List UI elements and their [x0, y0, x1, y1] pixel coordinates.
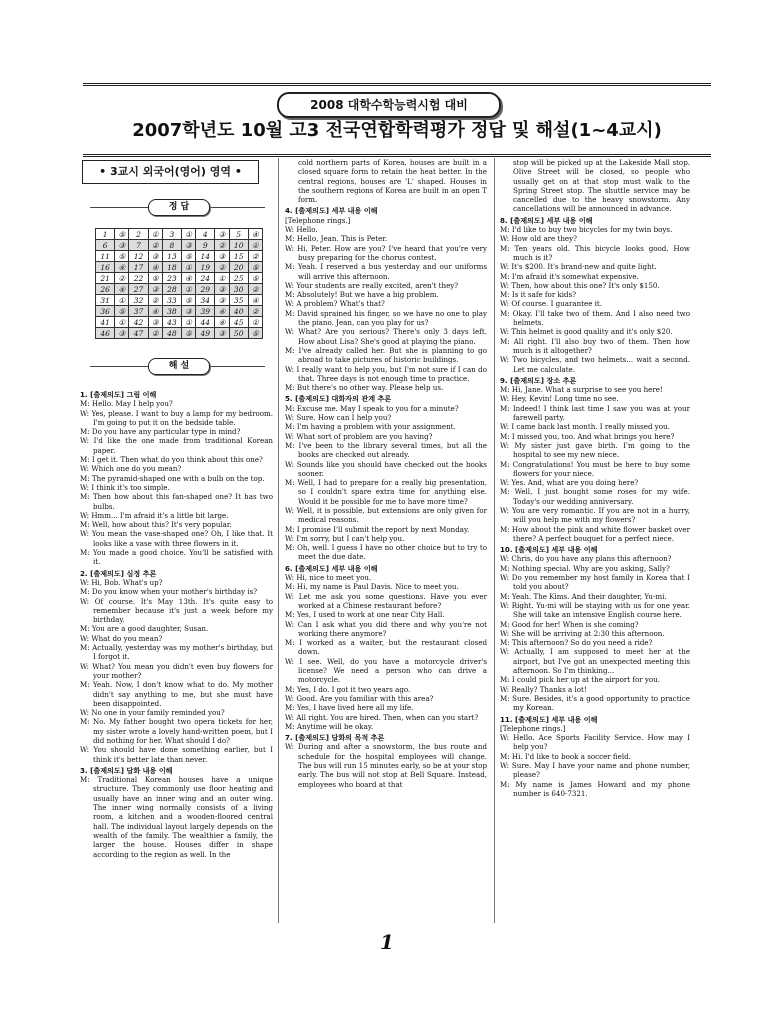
dialogue-line: W: Sure. How can I help you?	[285, 413, 392, 423]
dialogue-line: M: Hello, Jean. This is Peter.	[285, 234, 388, 244]
answer-row	[96, 295, 263, 306]
answer-choice: ⑤	[115, 251, 129, 262]
question-number: 24	[196, 273, 215, 284]
dialogue-line: M: Ten years old. This bicycle looks good. How much is it?	[500, 243, 690, 262]
answer-choice: ②	[248, 251, 262, 262]
dialogue-line: W: Do you remember my host family in Korea that I told you about?	[500, 573, 690, 592]
question-heading: 8. [출제의도] 세부 내용 이해	[500, 215, 593, 225]
dialogue-line: W: I really want to help you, but I'm not sure if I can do that. Three days is not enough time to practice.	[285, 364, 487, 383]
dialogue-line: cold northern parts of Korea, houses are built in a closed square form to retain the heat better. In the central regions, houses are 'L' shaped. Houses in the southern regions of Korea are built in an open T form.	[298, 158, 487, 205]
commentary-tag: 해 설	[148, 358, 210, 375]
dialogue-line: M: Do you have any particular type in mind?	[80, 427, 241, 437]
question-number: 3	[162, 229, 181, 240]
question-number: 34	[196, 295, 215, 306]
question-heading: 11. [출제의도] 세부 내용 이해	[500, 714, 598, 724]
dialogue-line: M: But there's no other way. Please help us.	[285, 383, 444, 393]
dialogue-line: W: Hello.	[285, 225, 318, 235]
question-number: 38	[162, 306, 181, 317]
question-number: 40	[229, 306, 248, 317]
answer-choice: ⑤	[248, 262, 262, 273]
question-number: 32	[129, 295, 148, 306]
question-number: 41	[96, 317, 115, 328]
dialogue-line: M: Hi. I'd like to book a soccer field.	[500, 751, 631, 761]
commentary-column-1	[80, 388, 273, 859]
question-number: 31	[96, 295, 115, 306]
dialogue-line: W: Of course. It's May 13th. It's quite easy to remember because it's just a week before my birthday.	[80, 596, 273, 625]
dialogue-line: M: Hi, my name is Paul Davis. Nice to meet you.	[285, 582, 459, 592]
dialogue-line: W: Chris, do you have any plans this afternoon?	[500, 554, 672, 564]
dialogue-line: M: I promise I'll submit the report by next Monday.	[285, 524, 470, 534]
question-number: 29	[196, 284, 215, 295]
question-number: 10	[229, 240, 248, 251]
answer-table	[95, 228, 263, 339]
answer-choice: ③	[215, 328, 229, 339]
answer-choice: ①	[182, 317, 196, 328]
answer-choice: ②	[215, 262, 229, 273]
question-number: 26	[96, 284, 115, 295]
question-number: 12	[129, 251, 148, 262]
answer-choice: ②	[248, 306, 262, 317]
dialogue-line: M: Excuse me. May I speak to you for a minute?	[285, 403, 459, 413]
question-number: 25	[229, 273, 248, 284]
question-heading: 5. [출제의도] 대화자의 관계 추론	[285, 394, 392, 404]
dialogue-line: M: Traditional Korean houses have a unique structure. They commonly use floor heating and usually have an inner wing and an outer wing. The inner wing normally consists of a living room, a kitchen and a wooden-floored central hall. The individual layout largely depends on the wealth of the family. The wealthier a family, the larger the house. Houses differ in shape according to the region as well. In the	[80, 775, 273, 859]
answer-choice: ①	[115, 317, 129, 328]
answer-choice: ③	[215, 229, 229, 240]
answer-choice: ③	[182, 306, 196, 317]
answer-choice: ④	[148, 262, 162, 273]
dialogue-line: M: Yes, I used to work at one near City Hall.	[285, 610, 445, 620]
answer-choice: ④	[248, 229, 262, 240]
answer-choice: ②	[215, 240, 229, 251]
dialogue-line: W: Sounds like you should have checked out the books sooner.	[285, 459, 487, 478]
answer-choice: ③	[182, 240, 196, 251]
dialogue-line: M: Well, how about this? It's very popular.	[80, 520, 232, 530]
dialogue-line: W: All right. You are hired. Then, when can you start?	[285, 712, 479, 722]
question-number: 43	[162, 317, 181, 328]
question-number: 17	[129, 262, 148, 273]
dialogue-line: W: I came back last month. I really missed you.	[500, 422, 670, 432]
answer-choice: ①	[248, 317, 262, 328]
question-number: 21	[96, 273, 115, 284]
question-number: 30	[229, 284, 248, 295]
dialogue-line: M: You are a good daughter, Susan.	[80, 624, 209, 634]
question-number: 9	[196, 240, 215, 251]
dialogue-line: M: I've already called her. But she is planning to go abroad to take pictures of historic buildings.	[285, 345, 487, 365]
question-heading: 6. [출제의도] 세부 내용 이해	[285, 563, 378, 573]
question-number: 36	[96, 306, 115, 317]
dialogue-line: W: I think it's too simple.	[80, 482, 170, 492]
dialogue-line: M: Well, I just bought some roses for my wife. Today's our wedding anniversary.	[500, 487, 690, 506]
answer-choice: ①	[248, 240, 262, 251]
dialogue-line: M: Hello. May I help you?	[80, 399, 173, 409]
dialogue-line: W: A problem? What's that?	[285, 299, 385, 309]
dialogue-line: W: Let me ask you some questions. Have you ever worked at a Chinese restaurant before?	[285, 591, 487, 610]
answer-choice: ③	[215, 295, 229, 306]
dialogue-line: [Telephone rings.]	[500, 723, 566, 733]
dialogue-line: W: Hi, Bob. What's up?	[80, 577, 163, 587]
dialogue-line: W: I'm sorry, but I can't help you.	[285, 533, 405, 543]
answer-choice: ②	[115, 273, 129, 284]
dialogue-line: M: Yeah. The Kims. And their daughter, Yu-mi.	[500, 591, 667, 601]
answer-choice: ③	[148, 284, 162, 295]
question-heading: 3. [출제의도] 담화 내용 이해	[80, 765, 173, 775]
dialogue-line: W: You mean the vase-shaped one? Oh, I like that. It looks like a vase with three flowers in it.	[80, 529, 273, 548]
dialogue-line: W: Your students are really excited, aren't they?	[285, 280, 459, 290]
dialogue-line: W: Hey, Kevin! Long time no see.	[500, 394, 619, 404]
dialogue-line: M: The pyramid-shaped one with a bulb on the top.	[80, 473, 265, 483]
dialogue-line: W: Hello. Ace Sports Facility Service. How may I help you?	[500, 733, 690, 752]
question-heading: 7. [출제의도] 담화의 목적 추론	[285, 733, 385, 743]
dialogue-line: W: How old are they?	[500, 234, 577, 244]
answer-choice: ⑤	[182, 328, 196, 339]
dialogue-line: W: Hmm... I'm afraid it's a little bit large.	[80, 510, 229, 520]
dialogue-line: W: Yes, please. I want to buy a lamp for my bedroom. I'm going to put it on the bedside table.	[80, 408, 273, 427]
dialogue-line: M: Absolutely! But we have a big problem.	[285, 290, 439, 300]
dialogue-line: W: What sort of problem are you having?	[285, 431, 433, 441]
question-number: 16	[96, 262, 115, 273]
answer-choice: ④	[115, 262, 129, 273]
dialogue-line: W: You should have done something earlier, but I think it's better late than never.	[80, 745, 273, 764]
question-number: 6	[96, 240, 115, 251]
answer-choice: ③	[215, 284, 229, 295]
answer-choice: ③	[215, 251, 229, 262]
answer-choice: ③	[115, 328, 129, 339]
dialogue-line: W: Which one do you mean?	[80, 464, 182, 474]
answer-row	[96, 317, 263, 328]
dialogue-line: M: Then how about this fan-shaped one? It has two bulbs.	[80, 492, 273, 511]
dialogue-line: M: I'm afraid it's somewhat expensive.	[500, 271, 639, 281]
dialogue-line: W: During and after a snowstorm, the bus route and schedule for the hospital employees will change. The bus will run 15 minutes early, so be at your stop early. The bus will not stop at Bell Square. Instead, employees who board at that	[285, 742, 487, 789]
answer-row	[96, 262, 263, 273]
dialogue-line: M: Nothing special. Why are you asking, Sally?	[500, 563, 670, 573]
answer-choice: ④	[215, 317, 229, 328]
answer-choice: ⑤	[148, 273, 162, 284]
answer-choice: ④	[115, 284, 129, 295]
answer-choice: ⑤	[248, 273, 262, 284]
answer-choice: ①	[182, 284, 196, 295]
dialogue-line: M: I'm having a problem with your assignment.	[285, 422, 456, 432]
question-number: 13	[162, 251, 181, 262]
question-number: 20	[229, 262, 248, 273]
dialogue-line: M: Anytime will be okay.	[285, 721, 374, 731]
answer-row	[96, 273, 263, 284]
answer-choice: ②	[248, 284, 262, 295]
dialogue-line: M: Well, I had to prepare for a really big presentation, so I couldn't spare extra time for anything else. Would it be possible for me to have more time?	[285, 478, 487, 506]
question-number: 45	[229, 317, 248, 328]
answer-choice: ②	[148, 328, 162, 339]
dialogue-line: W: Good. Are you familiar with this area?	[285, 693, 434, 703]
answer-choice: ②	[148, 240, 162, 251]
dialogue-line: W: It's $200. It's brand-new and quite light.	[500, 262, 657, 272]
dialogue-line: [Telephone rings.]	[285, 215, 351, 225]
question-number: 27	[129, 284, 148, 295]
question-number: 4	[196, 229, 215, 240]
question-number: 2	[129, 229, 148, 240]
question-number: 15	[229, 251, 248, 262]
answer-row	[96, 240, 263, 251]
answer-choice: ①	[115, 295, 129, 306]
question-number: 19	[196, 262, 215, 273]
answer-choice: ④	[248, 295, 262, 306]
dialogue-line: M: Indeed! I think last time I saw you was at your farewell party.	[500, 403, 690, 423]
dialogue-line: M: Hi, Jane. What a surprise to see you here!	[500, 385, 663, 395]
dialogue-line: M: Do you know when your mother's birthday is?	[80, 587, 258, 597]
dialogue-line: W: Right. Yu-mi will be staying with us for one year. She will take an intensive English course here.	[500, 600, 690, 620]
dialogue-line: W: Of course. I guarantee it.	[500, 299, 603, 309]
dialogue-line: M: Actually, yesterday was my mother's birthday, but I forgot it.	[80, 643, 273, 662]
question-number: 8	[162, 240, 181, 251]
question-number: 35	[229, 295, 248, 306]
question-number: 50	[229, 328, 248, 339]
question-number: 37	[129, 306, 148, 317]
dialogue-line: W: Sure. May I have your name and phone number, please?	[500, 761, 690, 780]
page-number: 1	[380, 930, 394, 954]
question-number: 18	[162, 262, 181, 273]
dialogue-line: M: I worked as a waiter, but the restaurant closed down.	[285, 638, 487, 657]
answer-choice: ④	[215, 306, 229, 317]
question-number: 28	[162, 284, 181, 295]
question-number: 14	[196, 251, 215, 262]
question-number: 1	[96, 229, 115, 240]
column-divider	[494, 158, 495, 923]
answer-choice: ⑤	[182, 295, 196, 306]
dialogue-line: W: Two bicycles, and two helmets... wait a second. Let me calculate.	[500, 355, 690, 374]
dialogue-line: W: Really? Thanks a lot!	[500, 684, 587, 694]
question-number: 5	[229, 229, 248, 240]
answer-row	[96, 284, 263, 295]
answer-choice: ⑤	[115, 306, 129, 317]
dialogue-line: W: What do you mean?	[80, 633, 163, 643]
answer-row	[96, 229, 263, 240]
answer-choice: ①	[182, 229, 196, 240]
dialogue-line: M: Yes, I have lived here all my life.	[285, 703, 414, 713]
dialogue-line: M: I missed you, too. And what brings you here?	[500, 431, 675, 441]
page-title: 2007학년도 10월 고3 전국연합학력평가 정답 및 해설(1~4교시)	[132, 120, 662, 141]
dialogue-line: W: Actually, I am supposed to meet her at the airport, but I've got an unexpected meeting this afternoon. So I'm thinking...	[500, 647, 690, 676]
dialogue-line: W: She will be arriving at 2:30 this afternoon.	[500, 628, 665, 638]
dialogue-line: W: Hi, nice to meet you.	[285, 573, 372, 583]
dialogue-line: M: Is it safe for kids?	[500, 290, 577, 300]
dialogue-line: W: What? You mean you didn't even buy flowers for your mother?	[80, 661, 273, 680]
dialogue-line: stop will be picked up at the Lakeside Mall stop. Olive Street will be closed, so people who usually get on at that stop must walk to the Spring Street stop. The shuttle service may be cancelled due to the heavy snowstorm. Any cancellations will be announced in advance.	[513, 158, 690, 214]
answer-choice: ①	[182, 262, 196, 273]
answer-choice: ②	[148, 295, 162, 306]
column-divider	[278, 158, 279, 923]
dialogue-line: M: Congratulations! You must be here to buy some flowers for your niece.	[500, 459, 690, 478]
question-number: 11	[96, 251, 115, 262]
dialogue-line: M: Yeah. Now, I don't know what to do. My mother didn't say anything to me, but she must have been disappointed.	[80, 680, 273, 708]
dialogue-line: M: I've been to the library several times, but all the books are checked out already.	[285, 440, 487, 460]
question-number: 33	[162, 295, 181, 306]
section-title: • 3교시 외국어(영어) 영역 •	[82, 160, 259, 184]
dialogue-line: W: No one in your family reminded you?	[80, 708, 225, 718]
question-heading: 1. [출제의도] 그림 이해	[80, 390, 157, 399]
dialogue-line: M: You made a good choice. You'll be satisfied with it.	[80, 548, 273, 567]
question-number: 47	[129, 328, 148, 339]
answer-tag: 정 답	[148, 199, 210, 216]
dialogue-line: W: You are very romantic. If you are not in a hurry, will you help me with my flowers?	[500, 505, 690, 525]
answer-choice: ⑤	[248, 328, 262, 339]
question-heading: 2. [출제의도] 심정 추론	[80, 568, 157, 578]
question-number: 49	[196, 328, 215, 339]
answer-choice: ①	[148, 229, 162, 240]
question-number: 48	[162, 328, 181, 339]
question-number: 42	[129, 317, 148, 328]
dialogue-line: M: I could pick her up at the airport for you.	[500, 675, 661, 685]
dialogue-line: W: I see. Well, do you have a motorcycle driver's license? We need a person who can drive a motorcycle.	[285, 656, 487, 685]
question-heading: 10. [출제의도] 세부 내용 이해	[500, 545, 598, 555]
dialogue-line: M: This afternoon? So do you need a ride?	[500, 638, 653, 648]
answer-choice: ⑤	[115, 229, 129, 240]
dialogue-line: W: Hi, Peter. How are you? I've heard that you're very busy preparing for the chorus contest.	[285, 243, 487, 262]
commentary-column-2	[285, 158, 487, 789]
answer-row	[96, 251, 263, 262]
dialogue-line: M: Good for her! When is she coming?	[500, 619, 639, 629]
dialogue-line: M: David sprained his finger, so we have no one to play the piano. Jean, can you play for us?	[285, 308, 487, 328]
dialogue-line: M: My name is James Howard and my phone number is 640-7321.	[500, 779, 690, 798]
answer-choice: ①	[215, 273, 229, 284]
dialogue-line: M: All right. I'll also buy two of them. Then how much is it altogether?	[500, 336, 690, 355]
dialogue-line: W: What? Are you serious? There's only 3 days left. How about Lisa? She's good at playing the piano.	[285, 327, 487, 346]
question-heading: 9. [출제의도] 장소 추론	[500, 375, 577, 385]
dialogue-line: W: This helmet is good quality and it's only $20.	[500, 327, 673, 337]
dialogue-line: M: Okay. I'll take two of them. And I also need two helmets.	[500, 308, 690, 328]
answer-choice: ③	[148, 251, 162, 262]
answer-choice: ④	[148, 306, 162, 317]
question-number: 46	[96, 328, 115, 339]
dialogue-line: M: No. My father bought two opera tickets for her, my sister wrote a lovely hand-written poem, but I did nothing for her. What should I do?	[80, 717, 273, 745]
answer-row	[96, 306, 263, 317]
answer-row	[96, 328, 263, 339]
dialogue-line: W: Then, how about this one? It's only $150.	[500, 280, 660, 290]
dialogue-line: W: Yes. And, what are you doing here?	[500, 478, 639, 488]
dialogue-line: M: I'd like to buy two bicycles for my twin boys.	[500, 225, 673, 235]
dialogue-line: M: I get it. Then what do you think about this one?	[80, 455, 263, 465]
commentary-column-3	[500, 158, 690, 798]
dialogue-line: W: I'd like the one made from traditional Korean paper.	[80, 436, 273, 455]
answer-choice: ⑤	[182, 251, 196, 262]
dialogue-line: M: Yeah. I reserved a bus yesterday and our uniforms will arrive this afternoon.	[285, 262, 487, 281]
question-number: 23	[162, 273, 181, 284]
dialogue-line: W: Well, it is possible, but extensions are only given for medical reasons.	[285, 505, 487, 525]
dialogue-line: M: How about the pink and white flower basket over there? A perfect bouquet for a perfect niece.	[500, 524, 690, 543]
answer-choice: ③	[115, 240, 129, 251]
dialogue-line: M: Oh, well. I guess I have no other choice but to try to meet the due date.	[285, 543, 487, 562]
dialogue-line: W: My sister just gave birth. I'm going to the hospital to see my new niece.	[500, 440, 690, 460]
question-number: 39	[196, 306, 215, 317]
dialogue-line: M: Sure. Besides, it's a good opportunity to practice my Korean.	[500, 693, 690, 713]
answer-choice: ④	[182, 273, 196, 284]
question-number: 7	[129, 240, 148, 251]
dialogue-line: W: Can I ask what you did there and why you're not working there anymore?	[285, 619, 487, 638]
exam-badge: 2008 대학수학능력시험 대비	[277, 92, 501, 118]
question-number: 22	[129, 273, 148, 284]
question-heading: 4. [출제의도] 세부 내용 이해	[285, 206, 378, 216]
dialogue-line: M: Yes, I do. I got it two years ago.	[285, 684, 411, 694]
answer-choice: ③	[148, 317, 162, 328]
question-number: 44	[196, 317, 215, 328]
